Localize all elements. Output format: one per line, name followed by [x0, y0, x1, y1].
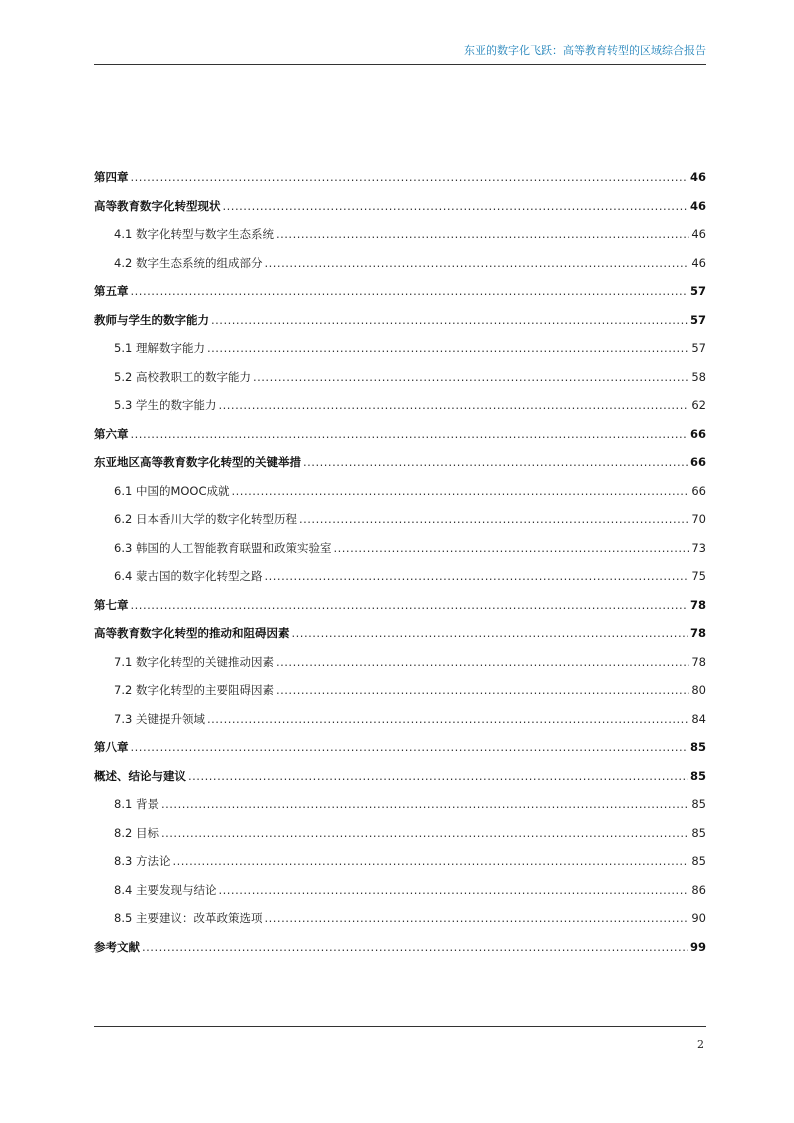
toc-entry-label: 4.1 数字化转型与数字生态系统: [114, 227, 274, 241]
toc-dot-leader: [142, 936, 688, 958]
toc-entry[interactable]: [94, 879, 706, 908]
toc-entry-page: 78: [689, 626, 706, 640]
page-number: 2: [697, 1038, 704, 1051]
toc-dot-leader: [333, 537, 689, 559]
toc-entry-label: 7.1 数字化转型的关键推动因素: [114, 654, 274, 669]
toc-entry[interactable]: [94, 480, 706, 509]
toc-dot-leader: [264, 907, 689, 929]
toc-entry-page: 99: [689, 939, 706, 954]
toc-entry-label: 6.3 韩国的人工智能教育联盟和政策实验室: [114, 540, 332, 555]
toc-entry-label: 第八章: [94, 740, 129, 754]
toc-entry[interactable]: [94, 394, 706, 423]
toc-dot-leader: [232, 480, 690, 502]
toc-entry[interactable]: [94, 195, 706, 224]
toc-entry-label: 东亚地区高等教育数字化转型的关键举措: [94, 455, 301, 469]
toc-dot-leader: [131, 280, 688, 302]
toc-entry-label: 8.2 目标: [114, 825, 159, 840]
toc-entry-page: 66: [691, 483, 706, 498]
toc-entry[interactable]: [94, 594, 706, 623]
toc-entry-page: 85: [691, 825, 706, 840]
toc-entry[interactable]: [94, 850, 706, 879]
toc-dot-leader: [303, 451, 688, 473]
toc-entry[interactable]: [94, 907, 706, 936]
toc-entry-page: 78: [691, 654, 706, 669]
table-of-contents: [94, 166, 706, 964]
toc-entry[interactable]: [94, 366, 706, 395]
toc-entry-label: 教师与学生的数字能力: [94, 312, 209, 327]
toc-dot-leader: [218, 394, 689, 416]
running-header-title: 东亚的数字化飞跃：高等教育转型的区域综合报告: [464, 44, 706, 57]
toc-entry-label: 7.2 数字化转型的主要阻碍因素: [114, 683, 274, 697]
toc-entry-label: 6.1 中国的MOOC成就: [114, 483, 230, 498]
toc-dot-leader: [131, 166, 688, 188]
toc-entry[interactable]: [94, 936, 706, 965]
toc-dot-leader: [172, 850, 689, 872]
toc-dot-leader: [218, 879, 689, 901]
toc-entry[interactable]: [94, 622, 706, 651]
toc-dot-leader: [223, 195, 688, 217]
toc-dot-leader: [264, 565, 689, 587]
toc-entry-label: 第五章: [94, 284, 129, 298]
toc-dot-leader: [131, 594, 688, 616]
toc-entry-label: 7.3 关键提升领域: [114, 711, 205, 726]
toc-entry-page: 46: [689, 198, 706, 213]
toc-entry-page: 85: [691, 797, 706, 811]
toc-entry[interactable]: [94, 708, 706, 737]
toc-entry[interactable]: [94, 451, 706, 480]
toc-dot-leader: [299, 508, 689, 530]
toc-entry-page: 57: [689, 284, 706, 298]
toc-dot-leader: [188, 765, 688, 787]
toc-entry-label: 第四章: [94, 170, 129, 184]
toc-entry-page: 66: [689, 426, 706, 441]
toc-entry-page: 70: [691, 512, 706, 526]
toc-entry[interactable]: [94, 252, 706, 281]
toc-dot-leader: [161, 793, 689, 815]
toc-entry-page: 46: [691, 255, 706, 270]
toc-entry[interactable]: [94, 679, 706, 708]
toc-dot-leader: [292, 622, 688, 644]
toc-entry-page: 62: [691, 398, 706, 412]
toc-entry[interactable]: [94, 537, 706, 566]
toc-entry[interactable]: [94, 765, 706, 794]
toc-entry-label: 高等教育数字化转型现状: [94, 198, 221, 213]
toc-entry-label: 第七章: [94, 597, 129, 612]
toc-entry-label: 8.5 主要建议：改革政策选项: [114, 911, 263, 925]
toc-dot-leader: [207, 708, 689, 730]
toc-entry-label: 8.3 方法论: [114, 854, 171, 868]
toc-entry-label: 5.1 理解数字能力: [114, 341, 205, 355]
toc-entry-page: 75: [691, 569, 706, 583]
toc-entry[interactable]: [94, 736, 706, 765]
toc-entry-label: 参考文献: [94, 939, 140, 954]
toc-entry[interactable]: [94, 565, 706, 594]
toc-entry-page: 46: [689, 170, 706, 184]
toc-dot-leader: [276, 679, 689, 701]
toc-dot-leader: [207, 337, 689, 359]
toc-dot-leader: [161, 822, 689, 844]
toc-entry-page: 73: [691, 540, 706, 555]
toc-entry[interactable]: [94, 280, 706, 309]
toc-entry-label: 4.2 数字生态系统的组成部分: [114, 255, 263, 270]
toc-entry[interactable]: [94, 822, 706, 851]
toc-entry-label: 5.2 高校教职工的数字能力: [114, 369, 251, 384]
toc-entry[interactable]: [94, 309, 706, 338]
toc-dot-leader: [276, 651, 689, 673]
toc-entry-label: 6.4 蒙古国的数字化转型之路: [114, 569, 263, 583]
toc-entry-label: 高等教育数字化转型的推动和阻碍因素: [94, 626, 290, 640]
toc-entry-label: 5.3 学生的数字能力: [114, 398, 217, 412]
toc-entry-page: 85: [689, 740, 706, 754]
toc-dot-leader: [131, 736, 688, 758]
toc-entry-page: 57: [691, 341, 706, 355]
toc-entry-page: 66: [689, 455, 706, 469]
toc-entry[interactable]: [94, 793, 706, 822]
toc-entry[interactable]: [94, 651, 706, 680]
toc-entry-label: 概述、结论与建议: [94, 768, 186, 783]
footer-rule: [94, 1026, 706, 1027]
toc-dot-leader: [264, 252, 689, 274]
toc-dot-leader: [276, 223, 689, 245]
toc-entry[interactable]: [94, 423, 706, 452]
toc-dot-leader: [131, 423, 688, 445]
toc-entry-page: 46: [691, 227, 706, 241]
toc-entry-page: 58: [691, 369, 706, 384]
toc-entry-page: 80: [691, 683, 706, 697]
toc-dot-leader: [211, 309, 688, 331]
toc-entry-page: 90: [691, 911, 706, 925]
toc-dot-leader: [253, 366, 689, 388]
toc-entry-page: 85: [689, 768, 706, 783]
toc-entry-page: 57: [689, 312, 706, 327]
toc-entry-page: 86: [691, 882, 706, 897]
toc-entry-page: 85: [691, 854, 706, 868]
toc-entry-page: 84: [691, 711, 706, 726]
header-rule: [94, 64, 706, 65]
toc-entry-label: 8.1 背景: [114, 797, 159, 811]
toc-entry[interactable]: [94, 166, 706, 195]
toc-entry-label: 8.4 主要发现与结论: [114, 882, 217, 897]
toc-entry-page: 78: [689, 597, 706, 612]
toc-entry[interactable]: [94, 508, 706, 537]
toc-entry[interactable]: [94, 337, 706, 366]
toc-entry-label: 第六章: [94, 426, 129, 441]
toc-entry-label: 6.2 日本香川大学的数字化转型历程: [114, 512, 297, 526]
toc-entry[interactable]: [94, 223, 706, 252]
